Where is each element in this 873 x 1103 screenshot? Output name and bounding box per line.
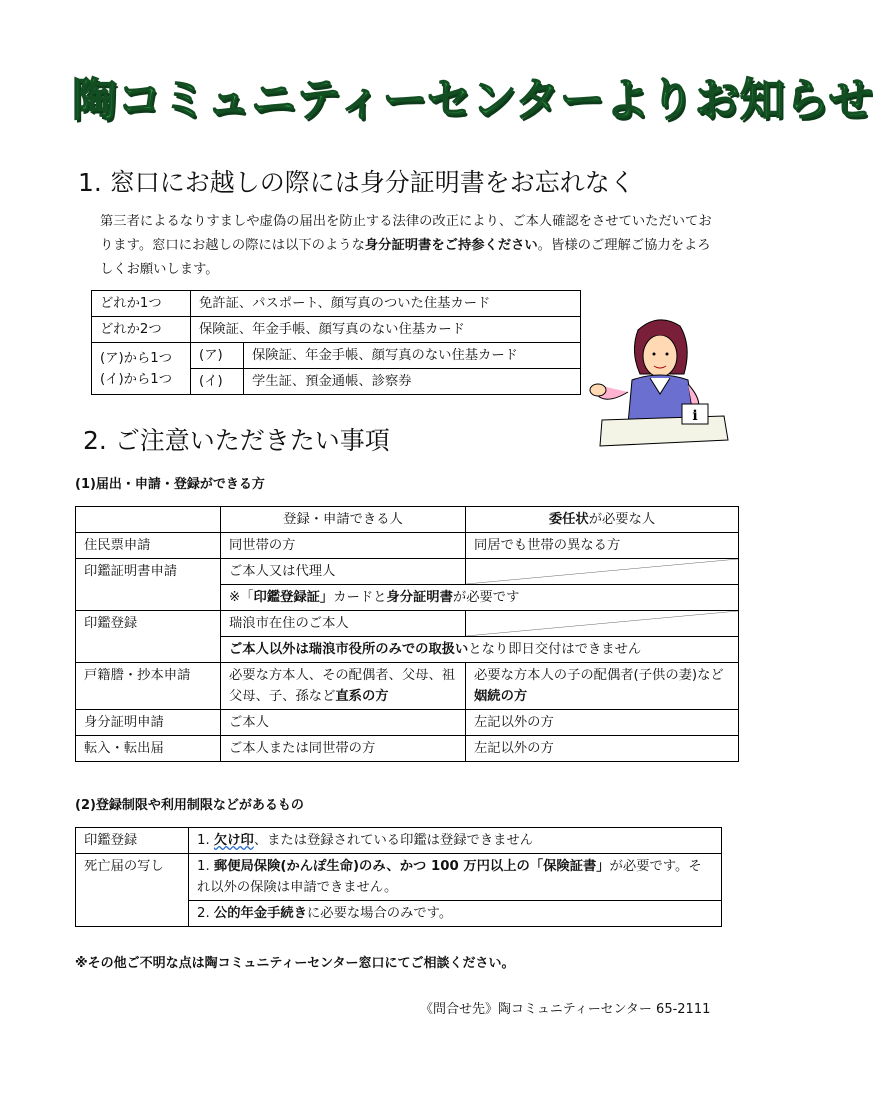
table-cell xyxy=(189,828,722,854)
cell-text: が必要です。それ以外の保険は申請できません。 xyxy=(197,859,702,895)
table-cell: 戸籍謄・抄本申請 xyxy=(76,663,221,710)
note-part: カードと xyxy=(333,590,387,605)
section1-heading: 1. 窓口にお越しの際には身分証明書をお忘れなく xyxy=(78,168,635,197)
table-row xyxy=(76,854,722,901)
cell-bold: 公的年金手続き xyxy=(213,906,307,921)
note-part: が必要です xyxy=(452,590,520,605)
note-bold: 印鑑登録証」 xyxy=(253,590,334,605)
table-cell: ご本人または同世帯の方 xyxy=(221,736,466,762)
table-header-cell: 登録・申請できる人 xyxy=(221,507,466,533)
para-text-a: 第三者によるなりすましや虚偽の届出を防止する法律の改正により、ご本人確認をさせていただいております。窓口にお越しの際には以下のような xyxy=(100,214,712,253)
table-cell: ご本人又は代理人 xyxy=(221,559,466,585)
table-cell: 死亡届の写し xyxy=(76,854,189,927)
table-row xyxy=(76,559,739,585)
table-cell: (ア) xyxy=(191,343,244,369)
footer-note: ※その他ご不明な点は陶コミュニティーセンター窓口にてご相談ください。 xyxy=(75,956,515,971)
cell-bold: 郵便局保険(かんぽ生命)のみ、かつ 100 万円以上の「保険証書」 xyxy=(213,859,610,874)
cell-text: 必要な方本人、その配偶者、父母、祖父母、子、孫など xyxy=(229,668,456,704)
subheading-1: (1)届出・申請・登録ができる方 xyxy=(75,477,265,492)
cell-text: 必要な方本人の子の配偶者(子供の妻)など xyxy=(474,668,724,683)
page-title: 陶コミュニティーセンターよりお知らせ xyxy=(72,73,873,126)
note-part: となり即日交付はできません xyxy=(468,642,642,657)
table-header-cell xyxy=(466,507,739,533)
cell-bold: 直系の方 xyxy=(335,689,389,704)
table-row xyxy=(76,533,739,559)
note-bold: 身分証明書 xyxy=(386,590,453,605)
table-cell xyxy=(76,507,221,533)
note-bold: ご本人以外は瑞浪市役所のみでの取扱い xyxy=(229,642,469,657)
table-cell: どれか1つ xyxy=(92,291,191,317)
table-cell: (イ) xyxy=(191,369,244,395)
table-cell: 免許証、パスポート、顔写真のついた住基カード xyxy=(191,291,581,317)
cell-text: に必要な場合のみです。 xyxy=(307,906,453,921)
id-document-table xyxy=(91,290,581,395)
cell-line: (ア)から1つ xyxy=(100,350,173,366)
table-cell xyxy=(189,901,722,927)
diagonal-line xyxy=(466,611,738,636)
table-row xyxy=(76,736,739,762)
restriction-table xyxy=(75,827,722,927)
para-bold: 身分証明書をご持参ください xyxy=(364,238,538,253)
table-row xyxy=(92,343,581,369)
table-cell: 住民票申請 xyxy=(76,533,221,559)
table-row xyxy=(76,710,739,736)
table-cell-slash xyxy=(466,611,739,637)
header-bold: 委任状 xyxy=(548,512,589,527)
table-cell: 左記以外の方 xyxy=(466,736,739,762)
cell-bold: 欠け印 xyxy=(213,833,254,848)
cell-bold: 姻続の方 xyxy=(474,689,528,704)
receptionist-illustration xyxy=(588,312,738,450)
table-cell: ご本人 xyxy=(221,710,466,736)
table-cell: 印鑑証明書申請 xyxy=(76,559,221,611)
application-table xyxy=(75,506,739,762)
table-row xyxy=(76,663,739,710)
table-cell: 同世帯の方 xyxy=(221,533,466,559)
table-cell-slash xyxy=(466,559,739,585)
table-row xyxy=(92,317,581,343)
table-cell xyxy=(221,637,739,663)
table-row xyxy=(76,828,722,854)
contact-info: 《問合せ先》陶コミュニティーセンター 65-2111 xyxy=(420,1002,711,1017)
header-rest: が必要な人 xyxy=(588,512,656,527)
cell-text: 1. xyxy=(197,859,214,874)
table-cell: 印鑑登録 xyxy=(76,611,221,663)
table-cell: 身分証明申請 xyxy=(76,710,221,736)
diagonal-line xyxy=(466,559,738,584)
table-cell xyxy=(466,663,739,710)
table-row xyxy=(76,507,739,533)
table-cell: 瑞浪市在住のご本人 xyxy=(221,611,466,637)
table-cell xyxy=(221,663,466,710)
table-cell: 同居でも世帯の異なる方 xyxy=(466,533,739,559)
cell-text: 2. xyxy=(197,906,214,921)
table-cell: 印鑑登録 xyxy=(76,828,189,854)
svg-text:i: i xyxy=(692,408,698,424)
subheading-2: (2)登録制限や利用制限などがあるもの xyxy=(75,798,304,813)
table-cell: どれか2つ xyxy=(92,317,191,343)
cell-line: (イ)から1つ xyxy=(100,371,173,387)
section2-heading: 2. ご注意いただきたい事項 xyxy=(83,426,390,455)
section1-paragraph xyxy=(100,210,720,282)
cell-text: 、または登録されている印鑑は登録できません xyxy=(253,833,534,848)
note-part: ※「 xyxy=(229,590,254,605)
cell-text: 1. xyxy=(197,833,214,848)
para-text-b: 。皆様のご理解ご協力をよろしくお願いします。 xyxy=(100,238,711,277)
table-cell: 保険証、年金手帳、顔写真のない住基カード xyxy=(244,343,581,369)
table-cell: 学生証、預金通帳、診察券 xyxy=(244,369,581,395)
table-cell xyxy=(189,854,722,901)
table-row xyxy=(76,611,739,637)
table-cell xyxy=(92,343,191,395)
table-row xyxy=(92,291,581,317)
table-cell: 左記以外の方 xyxy=(466,710,739,736)
table-cell: 保険証、年金手帳、顔写真のない住基カード xyxy=(191,317,581,343)
table-cell xyxy=(221,585,739,611)
table-cell: 転入・転出届 xyxy=(76,736,221,762)
